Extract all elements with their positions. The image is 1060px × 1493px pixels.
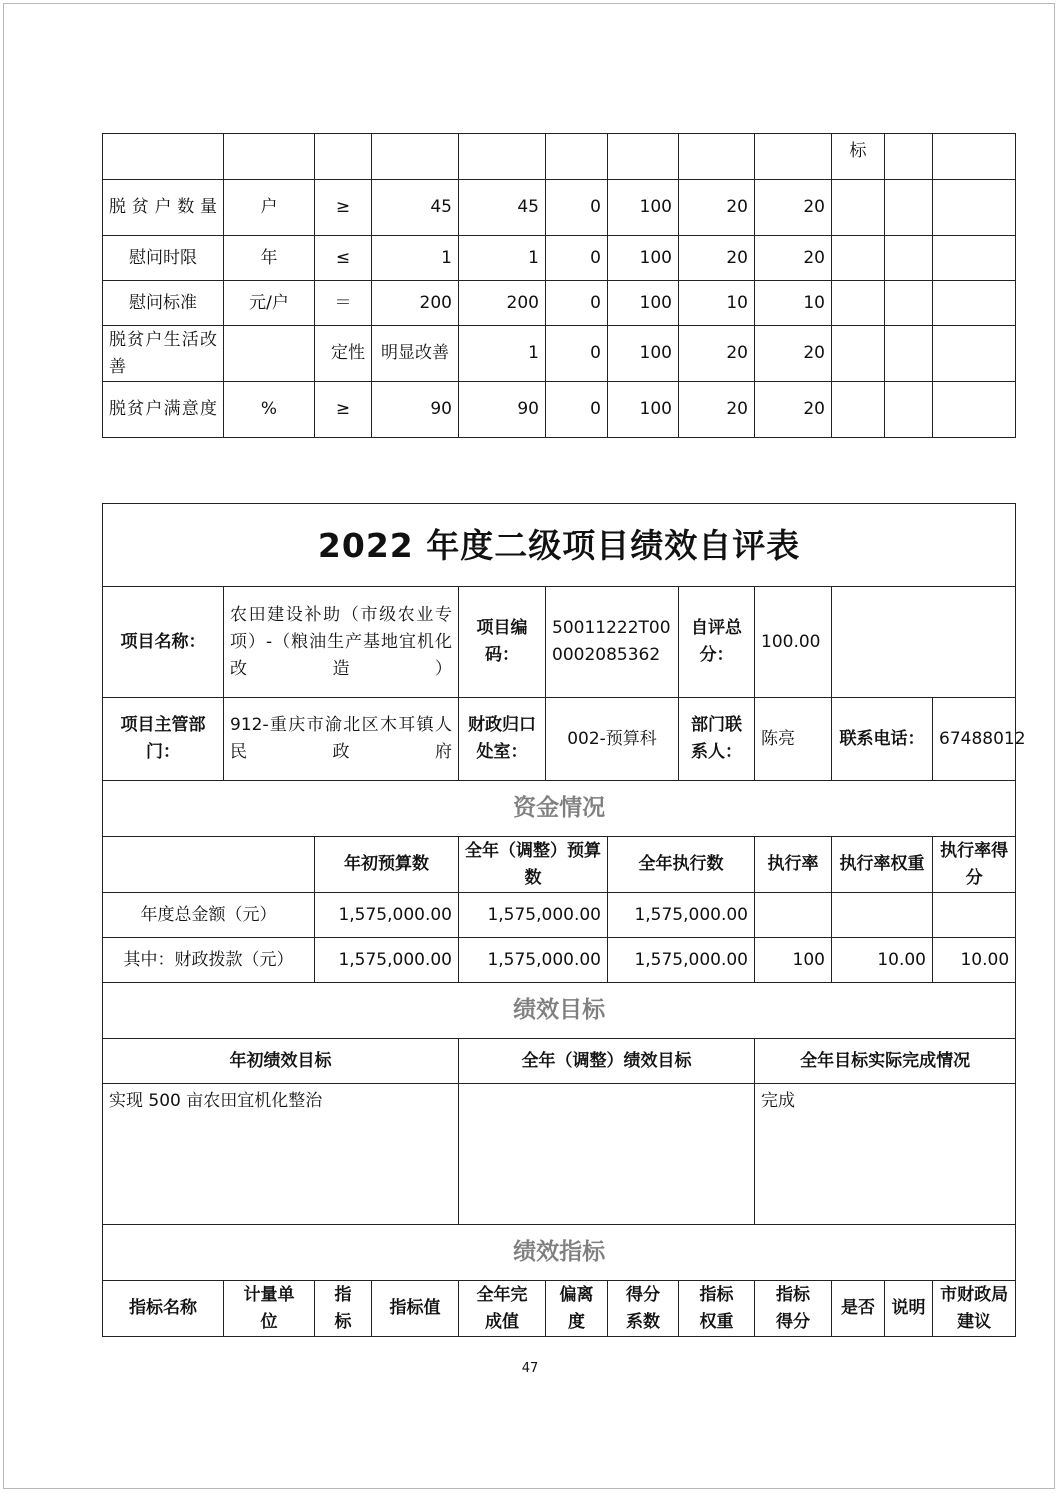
section-funds: 资金情况 (103, 781, 1016, 837)
self-evaluation-form (102, 503, 1026, 1337)
header-continuation: 标 (832, 134, 885, 180)
indicator-table-continued (102, 133, 1016, 438)
table-row: 其中：财政拨款（元） 1,575,000.00 1,575,000.00 1,575,000.00 100 10.00 10.00 (103, 938, 1016, 983)
goal-completion: 完成 (755, 1084, 1016, 1225)
page-number: 47 (521, 1361, 539, 1376)
project-code-label: 项目编码： (459, 587, 546, 698)
table-row: 脱贫户生活改善 定性 明显改善 1 0 100 20 20 (103, 326, 1016, 382)
phone: 67488012 (933, 698, 1016, 781)
project-name: 农田建设补助（市级农业专项）-（粮油生产基地宜机化改造） (224, 587, 459, 698)
contact-label: 部门联系人： (679, 698, 755, 781)
funds-header-row: 年初预算数 全年（调整）预算数 全年执行数 执行率 执行率权重 执行率得分 (103, 837, 1016, 893)
self-score-label: 自评总分： (679, 587, 755, 698)
table-row: 年度总金额（元） 1,575,000.00 1,575,000.00 1,575,000.00 (103, 893, 1016, 938)
section-indicators: 绩效指标 (103, 1225, 1016, 1281)
dept-label: 项目主管部门： (103, 698, 224, 781)
section-goals: 绩效目标 (103, 983, 1016, 1039)
form-title: 2022 年度二级项目绩效自评表 (103, 504, 1016, 587)
table-row: 慰问时限 年 ≤ 1 1 0 100 20 20 (103, 236, 1016, 281)
finance-label: 财政归口处室： (459, 698, 546, 781)
goal-adjusted (459, 1084, 755, 1225)
indicators-header-row: 指标名称 计量单位 指标 指标值 全年完成值 偏离度 得分系数 指标权重 指标得分 是否 说明 市财政局建议 (103, 1281, 1016, 1337)
self-score: 100.00 (755, 587, 832, 698)
goals-header-row: 年初绩效目标 全年（调整）绩效目标 全年目标实际完成情况 (103, 1039, 1016, 1084)
table-row: 脱贫户数量 户 ≥ 45 45 0 100 20 20 (103, 180, 1016, 236)
finance: 002-预算科 (546, 698, 679, 781)
contact: 陈亮 (755, 698, 832, 781)
phone-label: 联系电话： (832, 698, 933, 781)
table-row: 脱贫户满意度 % ≥ 90 90 0 100 20 20 (103, 382, 1016, 438)
project-code: 50011222T000002085362 (546, 587, 679, 698)
project-name-label: 项目名称： (103, 587, 224, 698)
goal-initial: 实现 500 亩农田宜机化整治 (103, 1084, 459, 1225)
dept: 912-重庆市渝北区木耳镇人民政府 (224, 698, 459, 781)
table-row: 慰问标准 元/户 ＝ 200 200 0 100 10 10 (103, 281, 1016, 326)
